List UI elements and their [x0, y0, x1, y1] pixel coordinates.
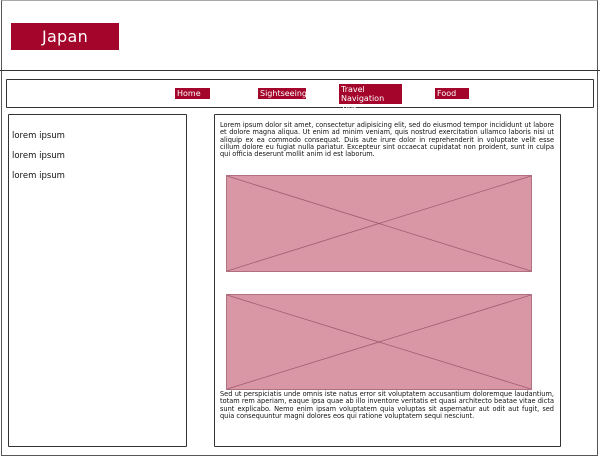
- nav-item-sightseeing[interactable]: Sightseeing: [260, 89, 307, 98]
- sidebar-link-1[interactable]: lorem ipsum: [12, 131, 65, 141]
- site-logo[interactable]: Japan: [11, 23, 119, 50]
- image-placeholder-icon: [227, 176, 531, 271]
- nav-item-travel-navigation-tips[interactable]: [339, 84, 402, 112]
- header-divider: [0, 70, 600, 71]
- nav-item-home[interactable]: Home: [175, 88, 210, 99]
- sidebar-link-3[interactable]: lorem ipsum: [12, 171, 65, 181]
- sidebar: [8, 114, 187, 447]
- intro-paragraph: Lorem ipsum dolor sit amet, consectetur adipisicing elit, sed do eiusmod tempor incididunt ut labore et dolore magna aliqua. Ut enim ad minim veniam, quis nostrud exercitation ullamco laboris nisi ut aliquip ex ea commodo consequat. Duis aute irure dolor in reprehenderit in voluptate velit esse cillum dolore eu fugiat nulla pariatur. Excepteur sint occaecat cupidatat non proident, sunt in culpa qui officia deserunt mollit anim id est laborum.: [220, 121, 554, 159]
- image-placeholder-icon: [227, 295, 531, 389]
- image-placeholder-1: [226, 175, 532, 272]
- nav-item-food[interactable]: Food: [435, 88, 469, 99]
- image-placeholder-2: [226, 294, 532, 390]
- nav-item-label-line1: Travel: [341, 85, 365, 94]
- closing-paragraph: Sed ut perspiciatis unde omnis iste natus error sit voluptatem accusantium doloremque laudantium, totam rem aperiam, eaque ipsa quae ab illo inventore veritatis et quasi architecto beatae vitae dicta sunt explicabo. Nemo enim ipsam voluptatem quia voluptas sit aspernatur aut odit aut fugit, sed quia consequuntur magni dolores eos qui ratione voluptatem sequi nesciunt.: [220, 390, 554, 420]
- sidebar-link-2[interactable]: lorem ipsum: [12, 151, 65, 161]
- nav-item-label-line2: Navigation Tips: [341, 94, 385, 112]
